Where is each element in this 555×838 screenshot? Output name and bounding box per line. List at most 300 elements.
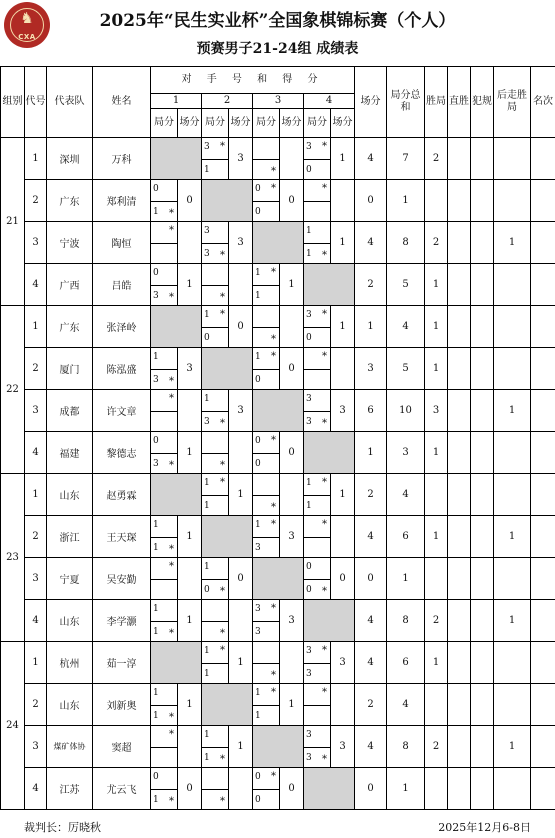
game-score-cell — [253, 222, 280, 264]
first-move-star-icon: * — [271, 267, 276, 278]
col-wins-header: 胜局 — [425, 67, 448, 138]
game-score-top: 1 — [255, 268, 261, 278]
player-team: 宁波 — [47, 222, 93, 264]
game-score-cell — [151, 558, 178, 600]
player-direct-wins — [448, 432, 471, 474]
game-score-cell — [151, 138, 178, 180]
game-score-cell — [151, 306, 178, 348]
player-row — [1, 474, 555, 516]
match-score-cell: 3 — [178, 348, 202, 390]
match-score-cell — [280, 642, 304, 684]
cell-divider — [151, 411, 177, 412]
match-score-cell — [331, 180, 355, 222]
first-move-star-icon: * — [220, 628, 225, 639]
game-score-top: 1 — [204, 562, 210, 572]
match-score-cell — [331, 516, 355, 558]
game-score-top: 0 — [153, 436, 159, 446]
first-move-star-icon: * — [169, 544, 174, 555]
group-id: 21 — [1, 138, 25, 306]
first-move-star-icon: * — [322, 418, 327, 429]
col-foul-header: 犯规 — [471, 67, 494, 138]
player-row — [1, 264, 555, 306]
player-fouls — [471, 348, 494, 390]
player-wins: 2 — [425, 222, 448, 264]
game-score-top: 1 — [153, 688, 159, 698]
game-score-bottom: 1 — [204, 165, 210, 175]
game-score-cell — [304, 432, 331, 474]
player-row — [1, 432, 555, 474]
cell-divider — [202, 663, 228, 664]
game-score-cell — [253, 558, 280, 600]
player-fouls — [471, 264, 494, 306]
match-score-cell: 0 — [331, 558, 355, 600]
game-score-top: 1 — [306, 226, 312, 236]
match-score-cell: 3 — [280, 516, 304, 558]
match-score-cell — [229, 516, 253, 558]
match-score-cell: 0 — [280, 432, 304, 474]
game-score-cell — [253, 600, 280, 642]
player-name: 许文章 — [93, 390, 151, 432]
game-score-cell — [151, 180, 178, 222]
player-points: 2 — [355, 684, 387, 726]
cell-divider — [151, 621, 177, 622]
group-id: 22 — [1, 306, 25, 474]
player-direct-wins — [448, 684, 471, 726]
player-total-games: 4 — [387, 684, 425, 726]
player-points: 4 — [355, 642, 387, 684]
match-score-cell — [280, 726, 304, 768]
match-score-cell — [229, 432, 253, 474]
cell-divider — [253, 453, 279, 454]
cell-divider — [304, 663, 330, 664]
player-row — [1, 684, 555, 726]
first-move-star-icon: * — [271, 183, 276, 194]
player-rank — [531, 558, 555, 600]
game-score-bottom: 1 — [153, 543, 159, 553]
player-points: 4 — [355, 516, 387, 558]
match-score-cell: 3 — [331, 390, 355, 432]
game-score-cell — [151, 642, 178, 684]
player-points: 0 — [355, 768, 387, 810]
player-name: 陶恒 — [93, 222, 151, 264]
player-rank — [531, 390, 555, 432]
match-score-cell: 1 — [331, 138, 355, 180]
game-score-bottom: 3 — [204, 249, 210, 259]
cell-divider — [202, 495, 228, 496]
player-name: 尤云飞 — [93, 768, 151, 810]
game-score-cell — [202, 726, 229, 768]
first-move-star-icon: * — [271, 351, 276, 362]
game-score-header: 局分 — [202, 109, 229, 138]
page-title: 2025年“民生实业杯”全国象棋锦标赛（个人） — [99, 11, 456, 31]
player-team: 成都 — [47, 390, 93, 432]
match-score-cell — [178, 222, 202, 264]
player-wins: 1 — [425, 642, 448, 684]
game-score-cell — [151, 264, 178, 306]
game-score-bottom: 1 — [306, 501, 312, 511]
cell-divider — [304, 201, 330, 202]
game-score-bottom: 3 — [306, 753, 312, 763]
player-row — [1, 600, 555, 642]
player-wins: 1 — [425, 264, 448, 306]
game-score-top: 1 — [153, 520, 159, 530]
results-body — [1, 138, 555, 810]
match-score-header: 场分 — [229, 109, 253, 138]
game-score-cell — [151, 348, 178, 390]
first-move-star-icon: * — [322, 309, 327, 320]
player-code: 2 — [25, 180, 47, 222]
first-move-star-icon: * — [169, 712, 174, 723]
player-points: 4 — [355, 138, 387, 180]
player-team: 广东 — [47, 306, 93, 348]
player-fouls — [471, 516, 494, 558]
player-code: 3 — [25, 222, 47, 264]
game-score-header: 局分 — [304, 109, 331, 138]
game-score-cell — [304, 264, 331, 306]
first-move-star-icon: * — [271, 435, 276, 446]
cell-divider — [151, 579, 177, 580]
player-team: 宁夏 — [47, 558, 93, 600]
game-score-top: 3 — [255, 604, 261, 614]
match-score-cell: 1 — [178, 684, 202, 726]
first-move-star-icon: * — [271, 519, 276, 530]
player-wins: 1 — [425, 516, 448, 558]
player-black-wins — [494, 348, 531, 390]
player-points: 2 — [355, 474, 387, 516]
game-score-cell — [253, 768, 280, 810]
cell-divider — [151, 537, 177, 538]
player-wins: 1 — [425, 432, 448, 474]
cell-divider — [253, 201, 279, 202]
match-score-cell — [280, 474, 304, 516]
match-score-cell: 1 — [331, 474, 355, 516]
first-move-star-icon: * — [271, 502, 276, 513]
player-total-games: 8 — [387, 222, 425, 264]
game-score-top: 3 — [306, 646, 312, 656]
player-name: 刘新奥 — [93, 684, 151, 726]
first-move-star-icon: * — [169, 460, 174, 471]
player-rank — [531, 726, 555, 768]
game-score-top: 0 — [255, 436, 261, 446]
player-black-wins — [494, 684, 531, 726]
game-score-top: 3 — [306, 310, 312, 320]
first-move-star-icon: * — [220, 754, 225, 765]
player-fouls — [471, 600, 494, 642]
game-score-bottom: 3 — [255, 627, 261, 637]
player-points: 4 — [355, 600, 387, 642]
player-row — [1, 726, 555, 768]
game-score-top: 3 — [306, 142, 312, 152]
first-move-star-icon: * — [271, 771, 276, 782]
first-move-star-icon: * — [322, 183, 327, 194]
player-total-games: 6 — [387, 516, 425, 558]
cell-divider — [253, 537, 279, 538]
game-score-cell — [253, 390, 280, 432]
round-4-header: 4 — [304, 94, 355, 109]
game-score-top: 1 — [255, 520, 261, 530]
cell-divider — [304, 243, 330, 244]
game-score-bottom: 1 — [153, 207, 159, 217]
player-total-games: 1 — [387, 558, 425, 600]
cell-divider — [151, 243, 177, 244]
player-code: 4 — [25, 600, 47, 642]
first-move-star-icon: * — [169, 225, 174, 236]
player-total-games: 10 — [387, 390, 425, 432]
player-rank — [531, 684, 555, 726]
game-score-cell — [202, 348, 229, 390]
game-score-top: 0 — [153, 184, 159, 194]
game-score-cell — [253, 642, 280, 684]
player-direct-wins — [448, 348, 471, 390]
player-points: 1 — [355, 306, 387, 348]
match-score-cell — [229, 684, 253, 726]
match-score-cell — [178, 558, 202, 600]
player-direct-wins — [448, 768, 471, 810]
cell-divider — [304, 411, 330, 412]
player-name: 郑利清 — [93, 180, 151, 222]
first-move-star-icon: * — [169, 561, 174, 572]
game-score-cell — [202, 432, 229, 474]
player-code: 4 — [25, 432, 47, 474]
player-black-wins — [494, 768, 531, 810]
player-team: 厦门 — [47, 348, 93, 390]
player-direct-wins — [448, 222, 471, 264]
player-fouls — [471, 768, 494, 810]
game-score-cell — [304, 768, 331, 810]
player-black-wins — [494, 432, 531, 474]
game-score-bottom: 0 — [255, 207, 261, 217]
game-score-bottom: 1 — [153, 711, 159, 721]
col-code-header: 代号 — [25, 67, 47, 138]
player-row — [1, 348, 555, 390]
game-score-cell — [304, 390, 331, 432]
player-row — [1, 180, 555, 222]
cell-divider — [253, 327, 279, 328]
player-fouls — [471, 390, 494, 432]
match-score-cell: 1 — [280, 264, 304, 306]
game-score-top: 1 — [204, 394, 210, 404]
match-score-cell — [331, 348, 355, 390]
player-name: 吕皓 — [93, 264, 151, 306]
first-move-star-icon: * — [220, 418, 225, 429]
cell-divider — [151, 201, 177, 202]
first-move-star-icon: * — [220, 141, 225, 152]
game-score-cell — [304, 138, 331, 180]
game-score-top: 0 — [255, 184, 261, 194]
game-score-cell — [253, 684, 280, 726]
game-score-cell — [202, 306, 229, 348]
cell-divider — [202, 327, 228, 328]
player-fouls — [471, 180, 494, 222]
game-score-cell — [151, 600, 178, 642]
first-move-star-icon: * — [220, 292, 225, 303]
player-row — [1, 768, 555, 810]
match-score-cell — [229, 348, 253, 390]
player-row — [1, 558, 555, 600]
first-move-star-icon: * — [169, 796, 174, 807]
game-score-bottom: 0 — [255, 375, 261, 385]
col-group-header: 组别 — [1, 67, 25, 138]
player-wins: 3 — [425, 390, 448, 432]
player-code: 4 — [25, 264, 47, 306]
player-black-wins — [494, 306, 531, 348]
match-score-cell: 3 — [229, 138, 253, 180]
first-move-star-icon: * — [169, 208, 174, 219]
player-total-games: 4 — [387, 474, 425, 516]
game-score-cell — [151, 432, 178, 474]
first-move-star-icon: * — [220, 645, 225, 656]
player-rank — [531, 264, 555, 306]
player-team: 广西 — [47, 264, 93, 306]
game-score-cell — [304, 642, 331, 684]
player-direct-wins — [448, 390, 471, 432]
player-name: 王天琛 — [93, 516, 151, 558]
game-score-top: 1 — [153, 604, 159, 614]
game-score-cell — [253, 138, 280, 180]
game-score-cell — [253, 726, 280, 768]
player-points: 6 — [355, 390, 387, 432]
player-points: 4 — [355, 726, 387, 768]
player-team: 山东 — [47, 474, 93, 516]
game-score-cell — [304, 306, 331, 348]
player-wins — [425, 684, 448, 726]
player-code: 4 — [25, 768, 47, 810]
player-code: 1 — [25, 642, 47, 684]
player-direct-wins — [448, 474, 471, 516]
player-name: 吴安勤 — [93, 558, 151, 600]
player-rank — [531, 138, 555, 180]
player-row — [1, 222, 555, 264]
first-move-star-icon: * — [322, 645, 327, 656]
player-points: 0 — [355, 558, 387, 600]
results-table — [0, 66, 555, 810]
player-wins: 1 — [425, 348, 448, 390]
game-score-cell — [253, 348, 280, 390]
player-direct-wins — [448, 264, 471, 306]
player-black-wins: 1 — [494, 222, 531, 264]
cell-divider — [253, 705, 279, 706]
cell-divider — [202, 789, 228, 790]
col-team-header: 代表队 — [47, 67, 93, 138]
player-name: 陈泓盛 — [93, 348, 151, 390]
match-score-cell — [178, 642, 202, 684]
player-total-games: 8 — [387, 600, 425, 642]
cell-divider — [304, 495, 330, 496]
player-code: 3 — [25, 558, 47, 600]
player-rank — [531, 222, 555, 264]
match-score-cell: 0 — [229, 558, 253, 600]
game-score-cell — [304, 684, 331, 726]
col-name-header: 姓名 — [93, 67, 151, 138]
first-move-star-icon: * — [220, 309, 225, 320]
game-score-top: 0 — [153, 268, 159, 278]
cell-divider — [202, 453, 228, 454]
game-score-cell — [304, 222, 331, 264]
game-score-cell — [202, 768, 229, 810]
player-total-games: 5 — [387, 348, 425, 390]
game-score-cell — [304, 558, 331, 600]
cell-divider — [304, 579, 330, 580]
game-score-top: 3 — [306, 730, 312, 740]
match-score-cell — [331, 432, 355, 474]
first-move-star-icon: * — [322, 586, 327, 597]
player-name: 茹一淳 — [93, 642, 151, 684]
match-score-cell: 1 — [229, 726, 253, 768]
cell-divider — [253, 495, 279, 496]
match-score-cell — [178, 138, 202, 180]
player-black-wins — [494, 264, 531, 306]
cell-divider — [304, 537, 330, 538]
match-score-cell — [280, 138, 304, 180]
first-move-star-icon: * — [271, 166, 276, 177]
player-code: 1 — [25, 474, 47, 516]
match-score-cell — [229, 768, 253, 810]
player-team: 杭州 — [47, 642, 93, 684]
player-total-games: 7 — [387, 138, 425, 180]
first-move-star-icon: * — [169, 729, 174, 740]
cell-divider — [202, 621, 228, 622]
player-total-games: 3 — [387, 432, 425, 474]
player-fouls — [471, 474, 494, 516]
match-score-cell — [331, 600, 355, 642]
cell-divider — [202, 243, 228, 244]
first-move-star-icon: * — [169, 376, 174, 387]
game-score-bottom: 1 — [153, 627, 159, 637]
player-team: 江苏 — [47, 768, 93, 810]
game-score-cell — [202, 516, 229, 558]
match-score-cell — [331, 684, 355, 726]
game-score-cell — [202, 642, 229, 684]
match-score-cell — [331, 264, 355, 306]
player-name: 赵勇霖 — [93, 474, 151, 516]
match-score-cell — [178, 474, 202, 516]
player-black-wins: 1 — [494, 600, 531, 642]
cell-divider — [202, 285, 228, 286]
match-score-cell: 1 — [178, 432, 202, 474]
match-score-cell — [178, 726, 202, 768]
referee-label: 裁判长：厉晓秋 — [24, 821, 101, 834]
match-score-cell: 1 — [229, 642, 253, 684]
game-score-header: 局分 — [151, 109, 178, 138]
game-score-top: 1 — [153, 352, 159, 362]
cell-divider — [253, 159, 279, 160]
match-score-cell: 3 — [331, 642, 355, 684]
col-black-wins-header: 后走胜局 — [494, 67, 531, 138]
player-black-wins — [494, 138, 531, 180]
cell-divider — [202, 579, 228, 580]
player-wins — [425, 558, 448, 600]
player-wins: 1 — [425, 306, 448, 348]
game-score-top: 1 — [204, 310, 210, 320]
player-fouls — [471, 726, 494, 768]
player-rank — [531, 642, 555, 684]
game-score-cell — [151, 768, 178, 810]
game-score-cell — [202, 390, 229, 432]
game-score-cell — [253, 474, 280, 516]
game-score-bottom: 1 — [153, 795, 159, 805]
player-fouls — [471, 222, 494, 264]
cell-divider — [151, 285, 177, 286]
cell-divider — [253, 369, 279, 370]
first-move-star-icon: * — [322, 351, 327, 362]
match-score-cell — [229, 180, 253, 222]
player-black-wins — [494, 558, 531, 600]
game-score-cell — [202, 222, 229, 264]
game-score-cell — [253, 516, 280, 558]
game-score-cell — [304, 600, 331, 642]
match-score-cell: 3 — [229, 222, 253, 264]
player-rank — [531, 432, 555, 474]
